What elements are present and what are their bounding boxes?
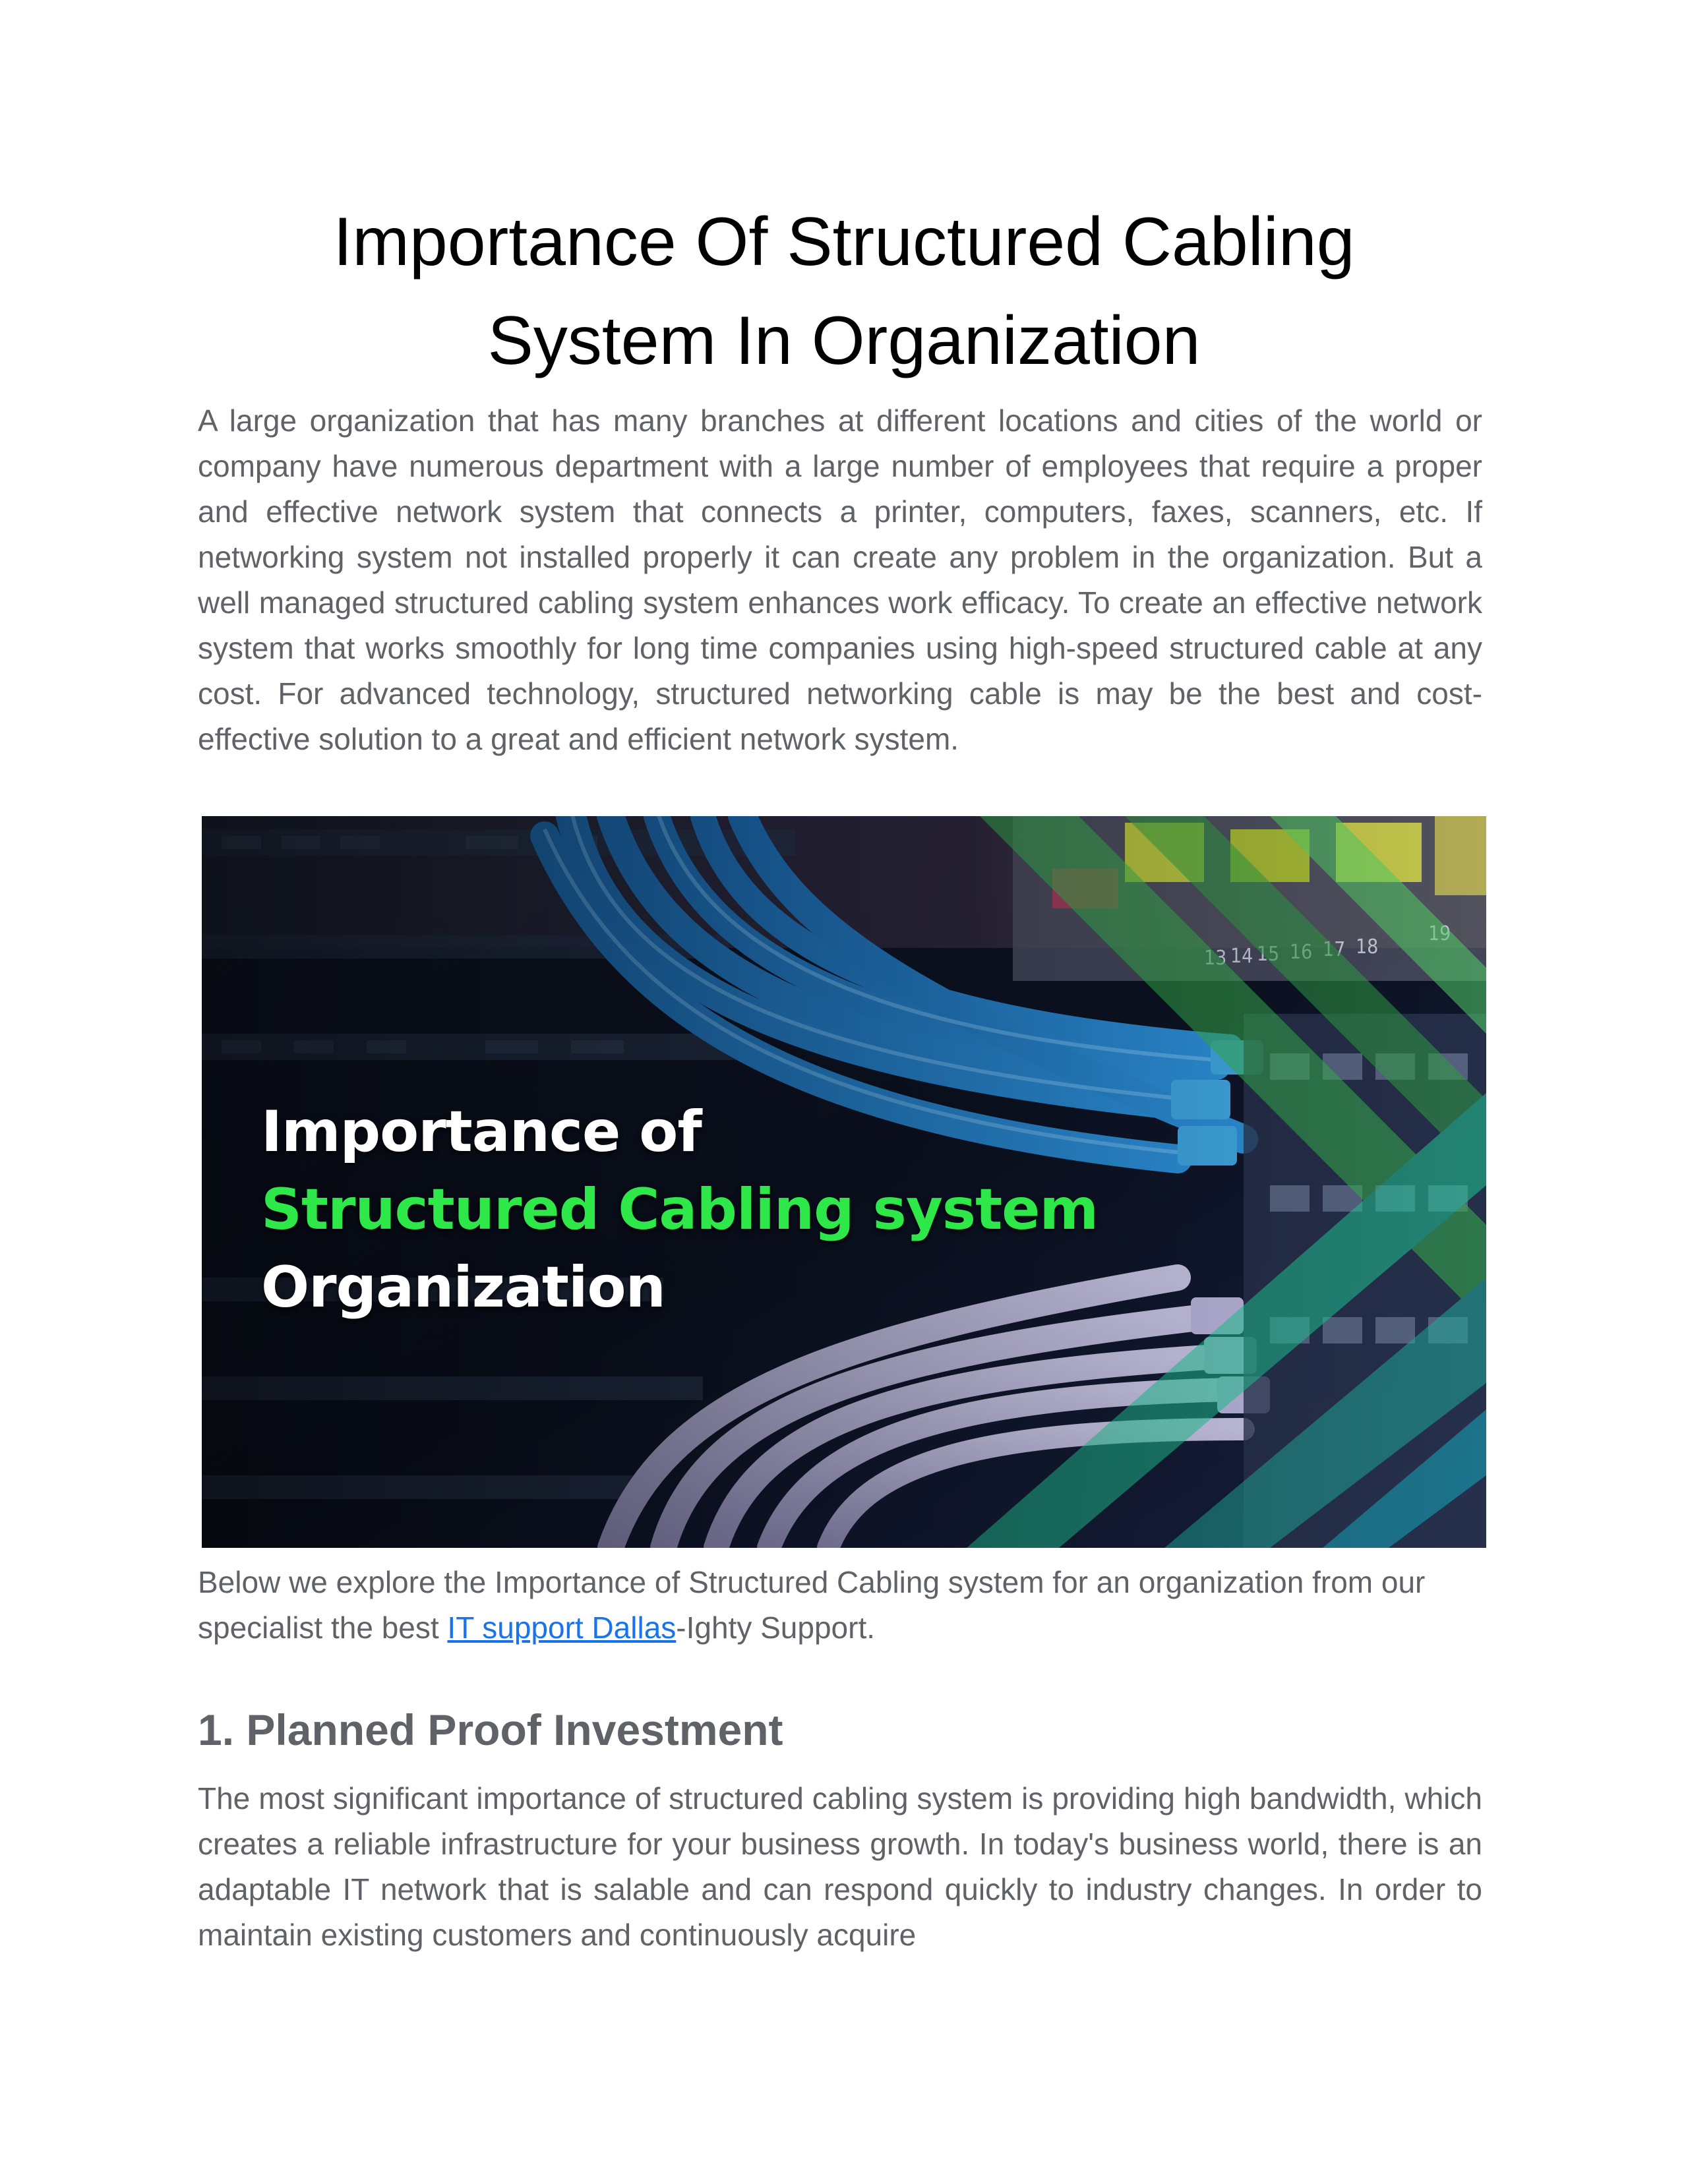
hero-line-3: Organization: [261, 1254, 665, 1320]
section-heading-planned-proof-investment: 1. Planned Proof Investment: [198, 1705, 783, 1754]
hero-line-1: Importance of: [261, 1099, 702, 1165]
section-body-paragraph: The most significant importance of structured cabling system is providing high bandwidth, which creates a reliable infrastructure for your business growth. In today's business world, there is an adaptable IT network that is salable and can respond quickly to industry changes. In order to maintain existing customers and continuously acquire: [198, 1781, 1482, 1952]
image-caption-paragraph: [198, 1560, 1482, 1651]
page-title: [132, 192, 1556, 390]
page-title-line-2: System In Organization: [487, 303, 1201, 379]
hero-line-2: Structured Cabling system: [261, 1177, 1099, 1243]
intro-paragraph: A large organization that has many branches at different locations and cities of the world or company have numerous department with a large number of employees that require a proper and effective network system that connects a printer, computers, faxes, scanners, etc. If networking system not installed properly it can create any problem in the organization. But a well managed structured cabling system enhances work efficacy. To create an effective network system that works smoothly for long time companies using high-speed structured cable at any cost. For advanced technology, structured networking cable is may be the best and cost-effective solution to a great and efficient network system.: [198, 403, 1482, 756]
it-support-dallas-link[interactable]: IT support Dallas: [447, 1610, 677, 1645]
caption-text-before: Below we explore the Importance of Structured Cabling system for an organization from our specialist the best: [198, 1565, 1426, 1645]
page-title-line-1: Importance Of Structured Cabling: [333, 204, 1355, 280]
hero-overlay-text: [261, 1093, 1098, 1326]
hero-image: [202, 816, 1486, 1548]
caption-text-after: -Ighty Support.: [676, 1610, 876, 1645]
